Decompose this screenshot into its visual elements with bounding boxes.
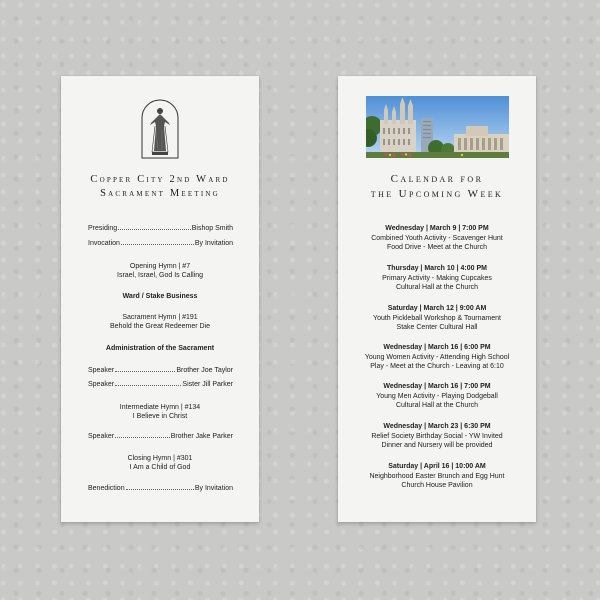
opening-hymn-number: Opening Hymn | #7 — [129, 263, 191, 270]
dot-leader — [126, 489, 194, 490]
dot-leader — [121, 244, 194, 245]
dot-leader — [118, 229, 191, 230]
sacrament-hymn-number: Sacrament Hymn | #191 — [122, 314, 198, 321]
calendar-event — [338, 382, 536, 411]
calendar-card — [338, 76, 536, 522]
event-detail: Food Drive - Meet at the Church — [387, 244, 487, 251]
administration-heading: Administration of the Sacrament — [105, 345, 215, 352]
opening-hymn — [61, 262, 259, 280]
event-title: Relief Society Birthday Social - YW Invited — [371, 432, 503, 440]
intermediate-hymn-title: I Believe in Christ — [132, 413, 188, 420]
event-date: Wednesday | March 16 | 6:00 PM — [383, 344, 491, 351]
calendar-title: Calendar for — [390, 173, 484, 185]
intermediate-hymn-number: Intermediate Hymn | #134 — [119, 404, 201, 411]
program-card — [61, 76, 259, 522]
calendar-event — [338, 462, 536, 491]
event-title: Young Men Activity - Playing Dodgeball — [376, 392, 498, 400]
benediction-value: By Invitation — [194, 485, 233, 492]
presiding-label: Presiding — [88, 225, 118, 232]
ward-business-heading: Ward / Stake Business — [122, 293, 198, 300]
speaker-row-3 — [88, 432, 233, 441]
event-date: Wednesday | March 9 | 7:00 PM — [385, 225, 489, 232]
calendar-event — [338, 343, 536, 372]
event-title: Neighborhood Easter Brunch and Egg Hunt — [369, 472, 505, 480]
speaker-name: Sister Jill Parker — [182, 381, 233, 388]
intermediate-hymn — [61, 403, 259, 421]
event-detail: Dinner and Nursery will be provided — [381, 442, 493, 449]
closing-hymn — [61, 454, 259, 472]
opening-hymn-title: Israel, Israel, God Is Calling — [117, 272, 203, 279]
temple-photo — [366, 96, 509, 158]
calendar-event — [338, 224, 536, 253]
closing-hymn-number: Closing Hymn | #301 — [127, 455, 193, 462]
christus-statue-arch-icon — [138, 96, 182, 160]
calendar-subtitle: the Upcoming Week — [370, 188, 504, 200]
event-date: Saturday | April 16 | 10:00 AM — [388, 463, 486, 470]
benediction-row — [88, 484, 233, 493]
speaker-label: Speaker — [88, 433, 115, 440]
dot-leader — [115, 437, 170, 438]
presiding-row — [88, 224, 233, 233]
event-date: Thursday | March 10 | 4:00 PM — [386, 265, 487, 272]
event-detail: Cultural Hall at the Church — [395, 284, 479, 291]
calendar-event — [338, 264, 536, 293]
event-date: Wednesday | March 23 | 6:30 PM — [383, 423, 491, 430]
benediction-label: Benediction — [88, 485, 125, 492]
speaker-row-1 — [88, 366, 233, 375]
speaker-row-2 — [88, 380, 233, 389]
program-title: Copper City 2nd Ward — [90, 174, 230, 185]
dot-leader — [115, 371, 175, 372]
calendar-event — [338, 422, 536, 451]
invocation-row — [88, 239, 233, 248]
program-subtitle: Sacrament Meeting — [100, 188, 220, 199]
event-title: Combined Youth Activity - Scavenger Hunt — [371, 234, 503, 242]
invocation-label: Invocation — [88, 240, 120, 247]
sacrament-hymn — [61, 313, 259, 331]
sacrament-hymn-title: Behold the Great Redeemer Die — [110, 323, 210, 330]
event-detail: Play - Meet at the Church - Leaving at 6:10 — [370, 363, 504, 370]
event-title: Primary Activity - Making Cupcakes — [382, 274, 492, 282]
dot-leader — [115, 385, 181, 386]
calendar-event — [338, 304, 536, 333]
event-detail: Church House Pavilion — [401, 482, 473, 489]
event-date: Wednesday | March 16 | 7:00 PM — [383, 383, 491, 390]
presiding-value: Bishop Smith — [191, 225, 233, 232]
speaker-name: Brother Jake Parker — [170, 433, 233, 440]
speaker-label: Speaker — [88, 367, 115, 374]
event-detail: Cultural Hall at the Church — [395, 402, 479, 409]
event-detail: Stake Center Cultural Hall — [396, 324, 478, 331]
speaker-label: Speaker — [88, 381, 115, 388]
event-date: Saturday | March 12 | 9:00 AM — [387, 305, 487, 312]
event-title: Youth Pickleball Workshop & Tournament — [373, 314, 501, 322]
speaker-name: Brother Joe Taylor — [176, 367, 233, 374]
invocation-value: By Invitation — [194, 240, 233, 247]
closing-hymn-title: I Am a Child of God — [129, 464, 191, 471]
event-title: Young Women Activity - Attending High School — [364, 353, 510, 361]
